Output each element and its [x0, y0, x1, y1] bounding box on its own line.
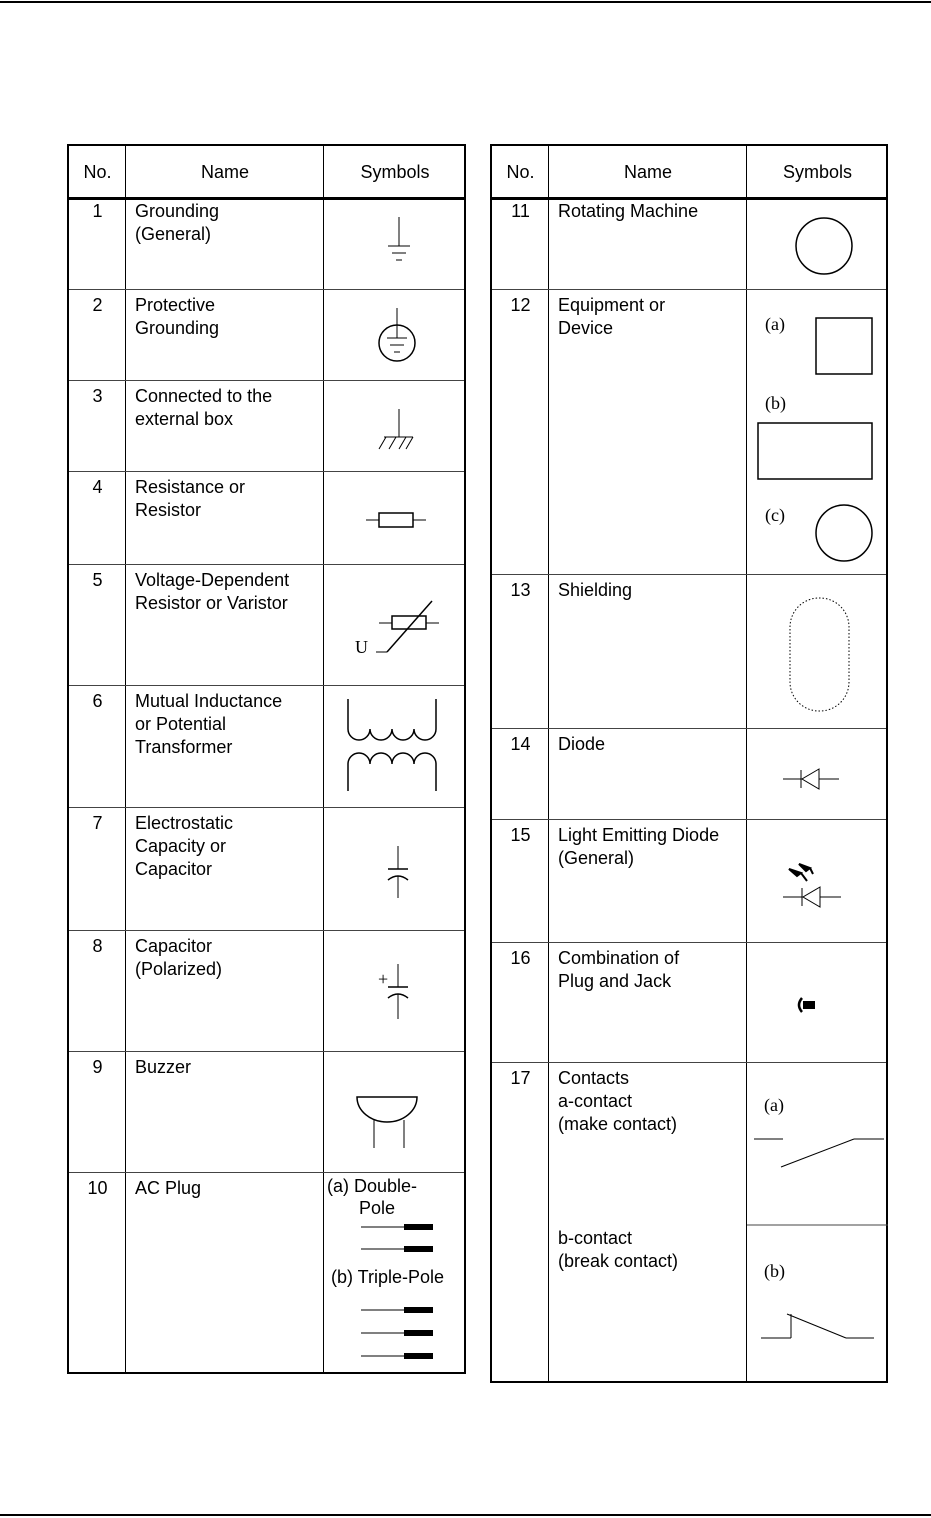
resistor-icon [324, 472, 466, 565]
symbol-cell [324, 381, 466, 472]
row-name [558, 824, 719, 870]
name-line: (General) [558, 848, 635, 868]
name-line: Electrostatic [135, 813, 234, 833]
polarized-capacitor-icon [324, 931, 466, 1052]
symbol-cell [324, 1173, 466, 1374]
row-number: 14 [510, 734, 531, 754]
name-line: Voltage-Dependent [135, 570, 290, 590]
row-name [558, 294, 665, 340]
header-name: Name [200, 162, 249, 182]
name-line: Capacitor [135, 859, 213, 879]
symbol-label: (a) [764, 1095, 784, 1115]
name-line: Capacity or [135, 836, 227, 856]
header-no: No. [83, 162, 112, 182]
symbol-label: + [378, 969, 389, 989]
table-row [69, 289, 464, 381]
row-name [135, 690, 282, 759]
row-name [135, 812, 233, 881]
row-number: 17 [510, 1068, 531, 1088]
symbol-label: (a) [765, 314, 785, 334]
transformer-icon [324, 686, 466, 808]
name-line: Capacitor [135, 936, 213, 956]
bottom-rule [0, 1514, 931, 1516]
symbols-table-left [67, 144, 466, 1374]
symbol-label: (b) Triple-Pole [331, 1267, 445, 1287]
symbol-cell [324, 565, 466, 686]
row-name [135, 200, 219, 246]
row-number: 16 [510, 948, 531, 968]
table-row [492, 289, 886, 575]
header-no: No. [506, 162, 535, 182]
row-number: 3 [92, 386, 103, 406]
row-number: 6 [92, 691, 103, 711]
table-row [69, 1051, 464, 1173]
name-line: (make contact) [558, 1114, 678, 1134]
name-line: AC Plug [135, 1178, 202, 1198]
symbol-label: (c) [765, 505, 785, 525]
symbol-cell [747, 1063, 888, 1383]
table-row [69, 807, 464, 931]
row-name [135, 569, 289, 615]
shielding-icon [747, 575, 888, 729]
row-number: 7 [92, 813, 103, 833]
varistor-icon [324, 565, 466, 686]
row-name-secondary [558, 1227, 678, 1273]
symbol-cell [747, 196, 888, 289]
table-row [69, 564, 464, 686]
table-row [492, 819, 886, 943]
name-line: Transformer [135, 737, 233, 757]
name-line: Contacts [558, 1068, 630, 1088]
name-line: Shielding [558, 580, 633, 600]
symbols-table-right [490, 144, 888, 1383]
row-name [558, 579, 632, 602]
name-line: Connected to the [135, 386, 273, 406]
row-number: 10 [87, 1178, 108, 1198]
table-row [69, 196, 464, 289]
row-number: 12 [510, 295, 531, 315]
row-number: 8 [92, 936, 103, 956]
table-row [69, 471, 464, 565]
symbol-cell [324, 1052, 466, 1173]
capacitor-icon [324, 808, 466, 931]
symbol-cell [324, 808, 466, 931]
row-number: 15 [510, 825, 531, 845]
symbol-cell [747, 820, 888, 943]
name-line: Grounding [135, 318, 220, 338]
table-header [69, 146, 464, 200]
table-row [69, 685, 464, 808]
name-line: Resistance or [135, 477, 246, 497]
symbol-label: Pole [359, 1198, 396, 1218]
row-number: 9 [92, 1057, 103, 1077]
led-icon [747, 820, 888, 943]
name-line: Equipment or [558, 295, 666, 315]
symbol-cell [324, 686, 466, 808]
table-header [492, 146, 886, 200]
name-line: b-contact [558, 1228, 633, 1248]
table-row [492, 574, 886, 729]
rotating-machine-icon [747, 196, 888, 289]
name-line: Diode [558, 734, 606, 754]
name-line: Combination of [558, 948, 680, 968]
symbol-cell [747, 575, 888, 729]
name-line: external box [135, 409, 234, 429]
row-name [135, 1177, 201, 1200]
header-symbols: Symbols [782, 162, 853, 182]
header-name: Name [623, 162, 672, 182]
row-number: 1 [92, 201, 103, 221]
row-name [135, 385, 272, 431]
table-row [69, 1172, 464, 1374]
name-line: (break contact) [558, 1251, 679, 1271]
row-name [135, 294, 219, 340]
buzzer-icon [324, 1052, 466, 1173]
name-line: Buzzer [135, 1057, 192, 1077]
name-line: or Potential [135, 714, 227, 734]
symbol-label: (a) Double- [327, 1176, 418, 1196]
row-number: 5 [92, 570, 103, 590]
row-name [135, 935, 222, 981]
symbol-label: (b) [764, 1261, 785, 1281]
table-row [492, 1062, 886, 1383]
row-name [558, 947, 679, 993]
name-line: (General) [135, 224, 212, 244]
row-name [558, 200, 698, 223]
name-line: Mutual Inductance [135, 691, 283, 711]
symbol-cell [324, 290, 466, 381]
row-number: 2 [92, 295, 103, 315]
name-line: Grounding [135, 201, 220, 221]
row-name [558, 1067, 677, 1136]
name-line: Resistor [135, 500, 202, 520]
frame-ground-icon [324, 381, 466, 472]
row-number: 4 [92, 477, 103, 497]
symbol-cell [324, 472, 466, 565]
table-row [69, 380, 464, 472]
row-number: 11 [511, 201, 530, 221]
grounding-general-icon [324, 196, 466, 289]
symbol-cell [324, 931, 466, 1052]
symbol-label: (b) [765, 393, 786, 413]
table-row [69, 930, 464, 1052]
protective-grounding-icon [324, 290, 466, 381]
top-rule [0, 1, 931, 3]
table-row [492, 196, 886, 289]
name-line: Plug and Jack [558, 971, 672, 991]
name-line: a-contact [558, 1091, 633, 1111]
symbol-cell [747, 290, 888, 575]
symbol-label: U [355, 637, 368, 657]
plug-jack-icon [747, 943, 888, 1063]
row-name [558, 733, 605, 756]
name-line: Light Emitting Diode [558, 825, 720, 845]
name-line: Device [558, 318, 614, 338]
symbol-cell [747, 943, 888, 1063]
symbol-cell [747, 729, 888, 820]
name-line: Protective [135, 295, 216, 315]
table-row [492, 942, 886, 1063]
name-line: (Polarized) [135, 959, 223, 979]
table-row [492, 728, 886, 820]
name-line: Resistor or Varistor [135, 593, 288, 613]
name-line: Rotating Machine [558, 201, 699, 221]
header-symbols: Symbols [360, 162, 430, 182]
diode-icon [747, 729, 888, 820]
symbol-cell [324, 196, 466, 289]
row-name [135, 476, 245, 522]
row-number: 13 [510, 580, 531, 600]
row-name [135, 1056, 191, 1079]
